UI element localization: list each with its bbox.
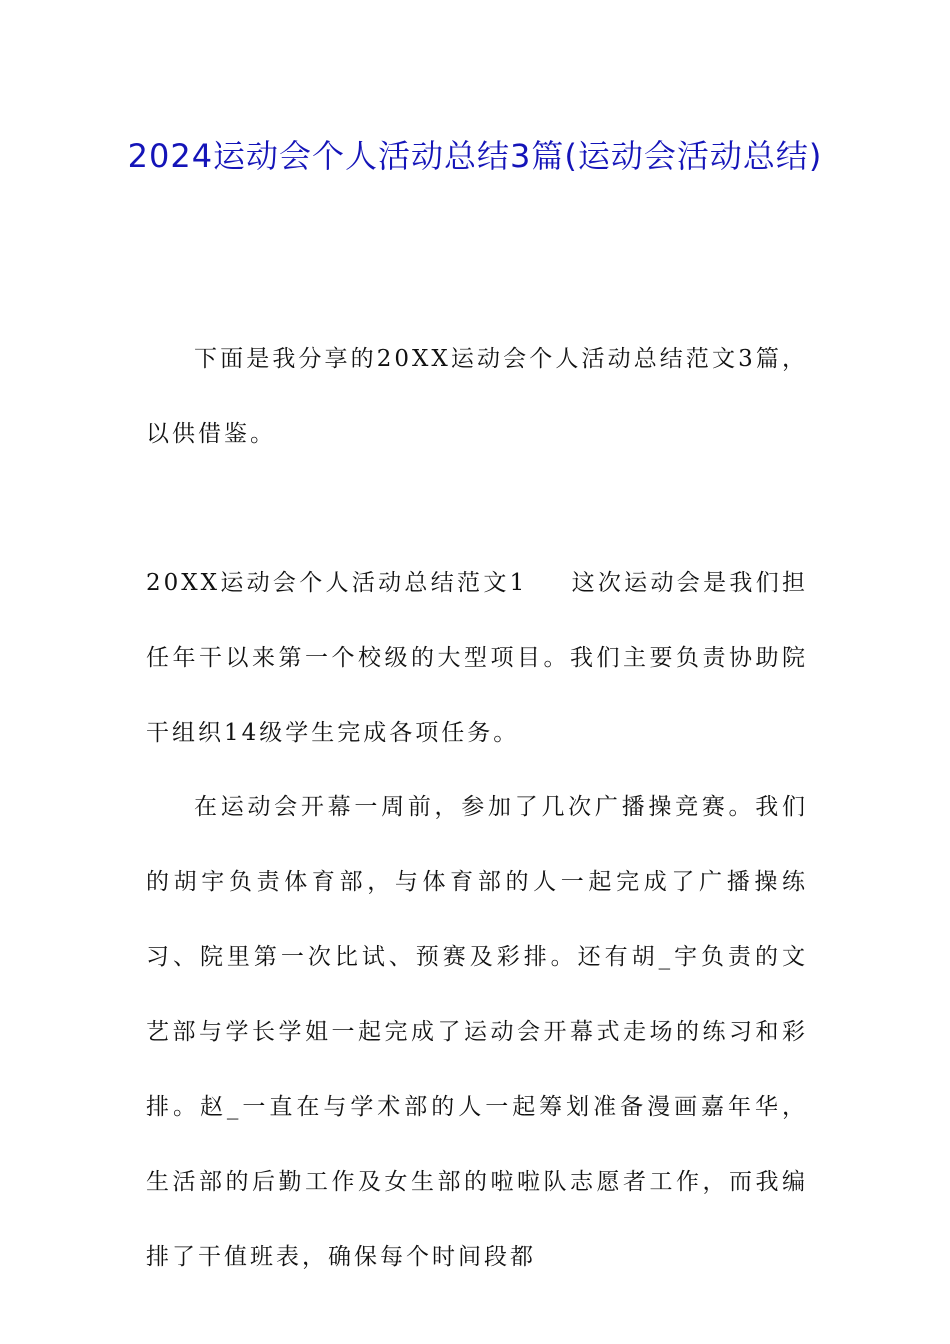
document-title: 2024运动会个人活动总结3篇(运动会活动总结) — [127, 137, 823, 175]
section1-text: 这次运动会是我们担任年干以来第一个校级的大型项目。我们主要负责协助院干组织14级学生完成各项任务。 — [146, 570, 809, 746]
section1-paragraph — [146, 546, 808, 771]
section1-heading: 20XX运动会个人活动总结范文1 — [146, 570, 528, 596]
intro-paragraph: 下面是我分享的20XX运动会个人活动总结范文3篇，以供借鉴。 — [146, 346, 808, 447]
paragraph-2: 在运动会开幕一周前，参加了几次广播操竞赛。我们的胡宇负责体育部，与体育部的人一起完成了广播操练习、院里第一次比试、预赛及彩排。还有胡_宇负责的文艺部与学长学姐一起完成了运动会开幕式走场的练习和彩排。赵_一直在与学术部的人一起筹划准备漫画嘉年华，生活部的后勤工作及女生部的啦啦队志愿者工作，而我编排了干值班表，确保每个时间段都 — [146, 794, 808, 1270]
